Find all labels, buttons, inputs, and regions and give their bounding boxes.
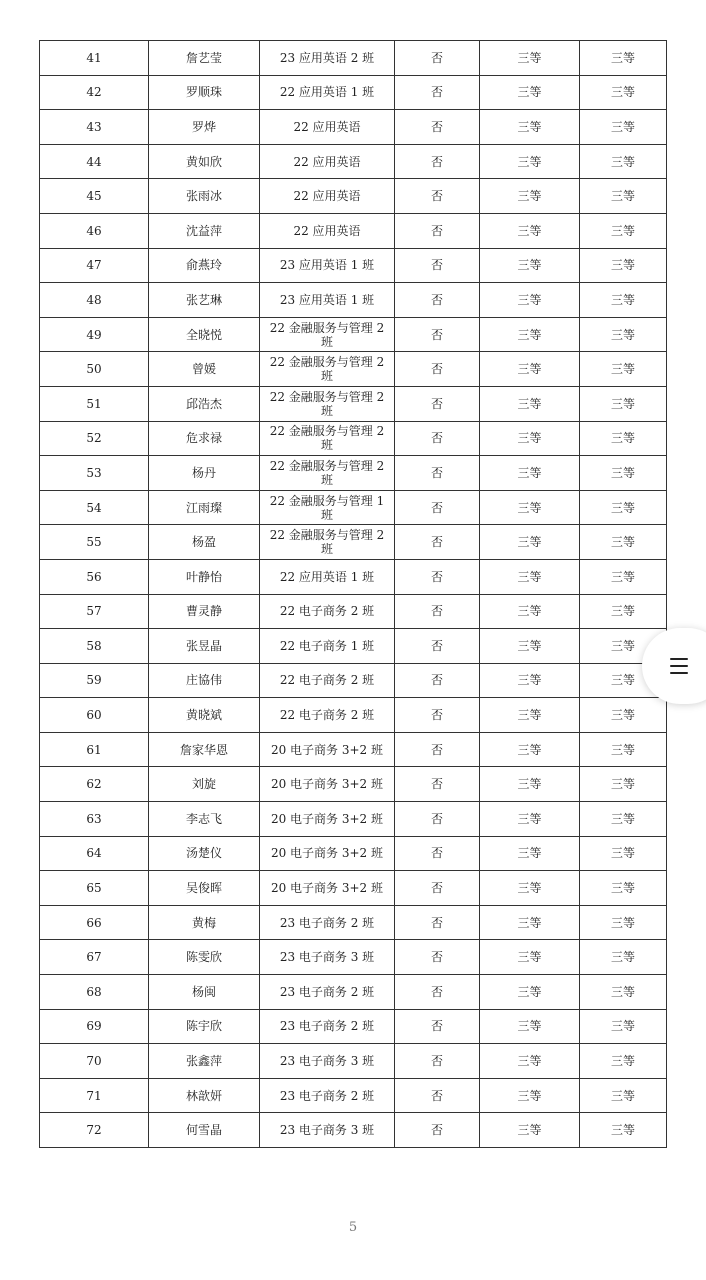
cell-index: 60 [40, 698, 149, 733]
cell-name: 全晓悦 [149, 317, 260, 352]
cell-level-b: 三等 [580, 317, 667, 352]
cell-level-a: 三等 [480, 144, 580, 179]
cell-level-b: 三等 [580, 802, 667, 837]
cell-level-b: 三等 [580, 110, 667, 145]
cell-flag: 否 [395, 213, 480, 248]
table-row [40, 490, 667, 525]
cell-index: 67 [40, 940, 149, 975]
cell-level-b: 三等 [580, 1044, 667, 1079]
cell-index: 69 [40, 1009, 149, 1044]
cell-flag: 否 [395, 1078, 480, 1113]
cell-level-a: 三等 [480, 248, 580, 283]
cell-name: 黄梅 [149, 905, 260, 940]
cell-level-b: 三等 [580, 41, 667, 76]
cell-level-b: 三等 [580, 905, 667, 940]
cell-level-a: 三等 [480, 456, 580, 491]
cell-level-a: 三等 [480, 213, 580, 248]
cell-name: 陈宇欣 [149, 1009, 260, 1044]
cell-flag: 否 [395, 525, 480, 560]
cell-class: 22 应用英语 [260, 213, 395, 248]
cell-class: 22 电子商务 2 班 [260, 698, 395, 733]
cell-index: 57 [40, 594, 149, 629]
cell-index: 51 [40, 386, 149, 421]
cell-level-a: 三等 [480, 41, 580, 76]
cell-name: 叶静怡 [149, 559, 260, 594]
page-number: 5 [348, 1220, 358, 1235]
cell-name: 邱浩杰 [149, 386, 260, 421]
cell-name: 李志飞 [149, 802, 260, 837]
cell-level-a: 三等 [480, 663, 580, 698]
cell-class: 20 电子商务 3+2 班 [260, 871, 395, 906]
cell-flag: 否 [395, 871, 480, 906]
cell-level-a: 三等 [480, 698, 580, 733]
cell-class: 23 电子商务 3 班 [260, 940, 395, 975]
cell-index: 49 [40, 317, 149, 352]
table-row [40, 1044, 667, 1079]
cell-flag: 否 [395, 352, 480, 387]
cell-name: 张雨冰 [149, 179, 260, 214]
table-row [40, 975, 667, 1010]
cell-class: 23 应用英语 1 班 [260, 248, 395, 283]
cell-flag: 否 [395, 386, 480, 421]
cell-flag: 否 [395, 317, 480, 352]
cell-class: 23 应用英语 1 班 [260, 283, 395, 318]
cell-index: 50 [40, 352, 149, 387]
cell-name: 詹艺莹 [149, 41, 260, 76]
cell-name: 曹灵静 [149, 594, 260, 629]
table-row [40, 41, 667, 76]
table-row [40, 248, 667, 283]
cell-flag: 否 [395, 905, 480, 940]
cell-class: 22 金融服务与管理 2 班 [260, 525, 395, 560]
cell-flag: 否 [395, 698, 480, 733]
cell-name: 庄協伟 [149, 663, 260, 698]
cell-name: 俞燕玲 [149, 248, 260, 283]
cell-class: 22 应用英语 1 班 [260, 75, 395, 110]
table-row [40, 802, 667, 837]
table-row [40, 1113, 667, 1148]
cell-level-a: 三等 [480, 110, 580, 145]
cell-level-a: 三等 [480, 75, 580, 110]
table-row [40, 629, 667, 664]
cell-class: 22 金融服务与管理 2 班 [260, 456, 395, 491]
cell-level-b: 三等 [580, 629, 667, 664]
cell-level-a: 三等 [480, 594, 580, 629]
cell-level-b: 三等 [580, 698, 667, 733]
cell-index: 62 [40, 767, 149, 802]
cell-index: 54 [40, 490, 149, 525]
cell-index: 58 [40, 629, 149, 664]
cell-level-a: 三等 [480, 559, 580, 594]
cell-index: 71 [40, 1078, 149, 1113]
table-row [40, 663, 667, 698]
cell-class: 22 应用英语 1 班 [260, 559, 395, 594]
cell-index: 47 [40, 248, 149, 283]
table-row [40, 594, 667, 629]
cell-class: 22 应用英语 [260, 110, 395, 145]
cell-level-b: 三等 [580, 525, 667, 560]
cell-level-b: 三等 [580, 594, 667, 629]
cell-class: 22 金融服务与管理 2 班 [260, 421, 395, 456]
table-row [40, 698, 667, 733]
award-table [39, 40, 667, 1148]
cell-level-b: 三等 [580, 75, 667, 110]
cell-class: 22 电子商务 2 班 [260, 594, 395, 629]
cell-level-a: 三等 [480, 905, 580, 940]
cell-class: 23 电子商务 2 班 [260, 975, 395, 1010]
cell-flag: 否 [395, 41, 480, 76]
cell-level-a: 三等 [480, 1113, 580, 1148]
table-row [40, 352, 667, 387]
cell-name: 张艺琳 [149, 283, 260, 318]
cell-level-a: 三等 [480, 386, 580, 421]
table-row [40, 871, 667, 906]
cell-index: 55 [40, 525, 149, 560]
cell-name: 张昱晶 [149, 629, 260, 664]
cell-index: 52 [40, 421, 149, 456]
cell-level-b: 三等 [580, 213, 667, 248]
cell-level-a: 三等 [480, 975, 580, 1010]
cell-index: 72 [40, 1113, 149, 1148]
table-row [40, 1009, 667, 1044]
cell-name: 吴俊晖 [149, 871, 260, 906]
cell-level-b: 三等 [580, 559, 667, 594]
table-row [40, 283, 667, 318]
cell-index: 48 [40, 283, 149, 318]
cell-flag: 否 [395, 559, 480, 594]
cell-index: 41 [40, 41, 149, 76]
cell-flag: 否 [395, 490, 480, 525]
cell-level-a: 三等 [480, 421, 580, 456]
cell-level-b: 三等 [580, 767, 667, 802]
cell-level-a: 三等 [480, 490, 580, 525]
cell-flag: 否 [395, 144, 480, 179]
cell-name: 黄晓斌 [149, 698, 260, 733]
cell-level-b: 三等 [580, 386, 667, 421]
table-row [40, 179, 667, 214]
table-row [40, 456, 667, 491]
cell-flag: 否 [395, 421, 480, 456]
cell-flag: 否 [395, 75, 480, 110]
cell-class: 22 金融服务与管理 2 班 [260, 317, 395, 352]
cell-flag: 否 [395, 179, 480, 214]
cell-flag: 否 [395, 802, 480, 837]
cell-level-a: 三等 [480, 836, 580, 871]
cell-level-b: 三等 [580, 836, 667, 871]
cell-level-b: 三等 [580, 1009, 667, 1044]
cell-class: 22 金融服务与管理 2 班 [260, 352, 395, 387]
table-row [40, 1078, 667, 1113]
cell-flag: 否 [395, 1044, 480, 1079]
cell-level-b: 三等 [580, 871, 667, 906]
cell-class: 20 电子商务 3+2 班 [260, 732, 395, 767]
table-row [40, 317, 667, 352]
cell-level-b: 三等 [580, 421, 667, 456]
cell-class: 22 金融服务与管理 1 班 [260, 490, 395, 525]
cell-class: 22 金融服务与管理 2 班 [260, 386, 395, 421]
cell-level-a: 三等 [480, 283, 580, 318]
cell-level-b: 三等 [580, 1078, 667, 1113]
cell-index: 44 [40, 144, 149, 179]
cell-name: 罗烨 [149, 110, 260, 145]
cell-level-b: 三等 [580, 456, 667, 491]
cell-index: 46 [40, 213, 149, 248]
cell-level-a: 三等 [480, 525, 580, 560]
cell-level-a: 三等 [480, 629, 580, 664]
cell-flag: 否 [395, 663, 480, 698]
cell-flag: 否 [395, 283, 480, 318]
cell-index: 68 [40, 975, 149, 1010]
cell-index: 45 [40, 179, 149, 214]
cell-index: 61 [40, 732, 149, 767]
cell-flag: 否 [395, 110, 480, 145]
cell-name: 危求禄 [149, 421, 260, 456]
cell-level-a: 三等 [480, 871, 580, 906]
cell-flag: 否 [395, 1009, 480, 1044]
cell-index: 70 [40, 1044, 149, 1079]
cell-index: 53 [40, 456, 149, 491]
cell-flag: 否 [395, 456, 480, 491]
cell-level-b: 三等 [580, 248, 667, 283]
cell-level-b: 三等 [580, 940, 667, 975]
cell-level-a: 三等 [480, 1078, 580, 1113]
cell-name: 林歆妍 [149, 1078, 260, 1113]
cell-level-b: 三等 [580, 663, 667, 698]
cell-level-a: 三等 [480, 767, 580, 802]
table-row [40, 767, 667, 802]
cell-flag: 否 [395, 594, 480, 629]
cell-name: 詹家华恩 [149, 732, 260, 767]
table-row [40, 905, 667, 940]
cell-level-b: 三等 [580, 144, 667, 179]
cell-level-b: 三等 [580, 352, 667, 387]
cell-class: 22 电子商务 1 班 [260, 629, 395, 664]
cell-class: 23 应用英语 2 班 [260, 41, 395, 76]
cell-name: 汤楚仪 [149, 836, 260, 871]
cell-name: 陈雯欣 [149, 940, 260, 975]
cell-class: 22 应用英语 [260, 144, 395, 179]
cell-name: 何雪晶 [149, 1113, 260, 1148]
table-row [40, 525, 667, 560]
cell-level-a: 三等 [480, 732, 580, 767]
table-row [40, 421, 667, 456]
cell-level-b: 三等 [580, 490, 667, 525]
cell-index: 43 [40, 110, 149, 145]
cell-name: 曾媛 [149, 352, 260, 387]
cell-level-b: 三等 [580, 732, 667, 767]
cell-flag: 否 [395, 940, 480, 975]
cell-name: 杨盈 [149, 525, 260, 560]
cell-flag: 否 [395, 732, 480, 767]
cell-class: 23 电子商务 3 班 [260, 1044, 395, 1079]
cell-index: 42 [40, 75, 149, 110]
cell-level-a: 三等 [480, 940, 580, 975]
cell-name: 杨闽 [149, 975, 260, 1010]
cell-flag: 否 [395, 1113, 480, 1148]
cell-name: 刘旋 [149, 767, 260, 802]
cell-class: 22 应用英语 [260, 179, 395, 214]
cell-level-a: 三等 [480, 1009, 580, 1044]
cell-name: 沈益萍 [149, 213, 260, 248]
cell-level-b: 三等 [580, 179, 667, 214]
table-body [40, 41, 667, 1148]
table-row [40, 75, 667, 110]
cell-class: 23 电子商务 2 班 [260, 1009, 395, 1044]
cell-name: 罗顺珠 [149, 75, 260, 110]
cell-name: 江雨璨 [149, 490, 260, 525]
cell-index: 65 [40, 871, 149, 906]
cell-level-a: 三等 [480, 1044, 580, 1079]
cell-class: 20 电子商务 3+2 班 [260, 836, 395, 871]
table-row [40, 836, 667, 871]
cell-level-b: 三等 [580, 975, 667, 1010]
table-row [40, 732, 667, 767]
cell-flag: 否 [395, 836, 480, 871]
table-row [40, 386, 667, 421]
hamburger-menu-icon [670, 658, 688, 674]
cell-flag: 否 [395, 629, 480, 664]
cell-name: 张鑫萍 [149, 1044, 260, 1079]
cell-class: 22 电子商务 2 班 [260, 663, 395, 698]
table-row [40, 559, 667, 594]
cell-level-b: 三等 [580, 1113, 667, 1148]
table-row [40, 940, 667, 975]
cell-class: 23 电子商务 2 班 [260, 905, 395, 940]
table-row [40, 110, 667, 145]
cell-index: 66 [40, 905, 149, 940]
cell-flag: 否 [395, 248, 480, 283]
cell-class: 23 电子商务 2 班 [260, 1078, 395, 1113]
cell-flag: 否 [395, 767, 480, 802]
cell-level-a: 三等 [480, 352, 580, 387]
table-row [40, 144, 667, 179]
cell-level-a: 三等 [480, 179, 580, 214]
cell-level-a: 三等 [480, 317, 580, 352]
cell-class: 20 电子商务 3+2 班 [260, 767, 395, 802]
cell-name: 杨丹 [149, 456, 260, 491]
cell-name: 黄如欣 [149, 144, 260, 179]
cell-level-a: 三等 [480, 802, 580, 837]
cell-index: 64 [40, 836, 149, 871]
cell-index: 56 [40, 559, 149, 594]
cell-level-b: 三等 [580, 283, 667, 318]
cell-flag: 否 [395, 975, 480, 1010]
cell-index: 63 [40, 802, 149, 837]
cell-class: 23 电子商务 3 班 [260, 1113, 395, 1148]
cell-class: 20 电子商务 3+2 班 [260, 802, 395, 837]
cell-index: 59 [40, 663, 149, 698]
table-row [40, 213, 667, 248]
